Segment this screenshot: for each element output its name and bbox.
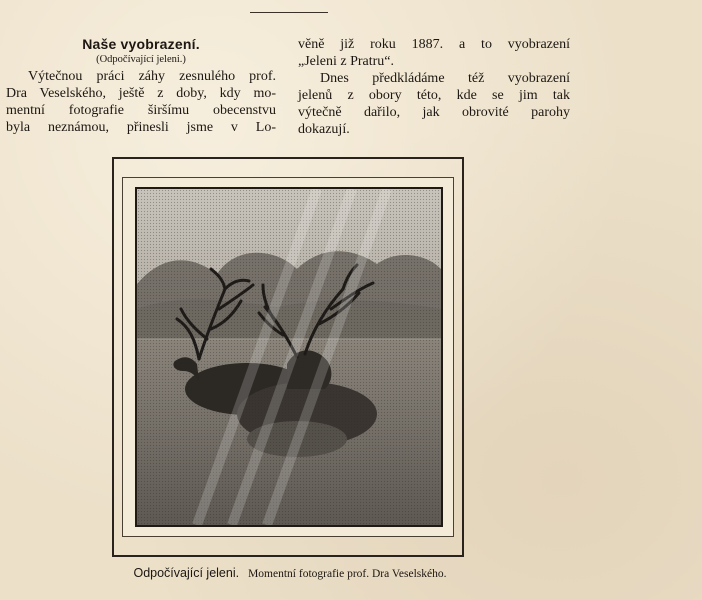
text-line: byla neznámou, přinesli jsme v Lo- [6,120,276,135]
text-line: Dra Veselského, ještě z doby, kdy mo- [6,86,276,101]
text-line: jelenů z obory této, kde se jim tak [298,88,570,103]
article-paragraph-1-continued [298,36,570,70]
article-paragraph-2 [298,70,570,138]
caption-title: Odpočívající jeleni. [133,566,240,580]
top-divider [250,12,328,13]
deer-photograph [135,187,443,527]
text-line: dokazují. [298,122,350,137]
text-line: Výtečnou práci záhy zesnulého prof. [28,69,276,84]
article-paragraph-1 [6,68,276,136]
article-right-column [298,36,570,138]
text-line: Dnes předkládáme též vyobrazení [320,71,570,86]
article-left-column [6,36,276,136]
text-line: mentní fotografie širšímu obecenstvu [6,103,276,118]
figure-caption [0,566,580,581]
deer-photo-illustration [137,189,441,525]
text-line: věně již roku 1887. a to vyobrazení [298,37,570,52]
caption-text: Momentní fotografie prof. Dra Veselského. [248,568,447,580]
text-line: výtečně dařilo, jak obrovité parohy [298,105,570,120]
article-subtitle: (Odpočívající jeleni.) [96,54,186,65]
figure-inner-frame [122,177,454,537]
figure-frame [112,157,464,557]
article-title: Naše vyobrazení. [82,36,200,52]
text-line: „Jeleni z Pratru“. [298,54,395,69]
